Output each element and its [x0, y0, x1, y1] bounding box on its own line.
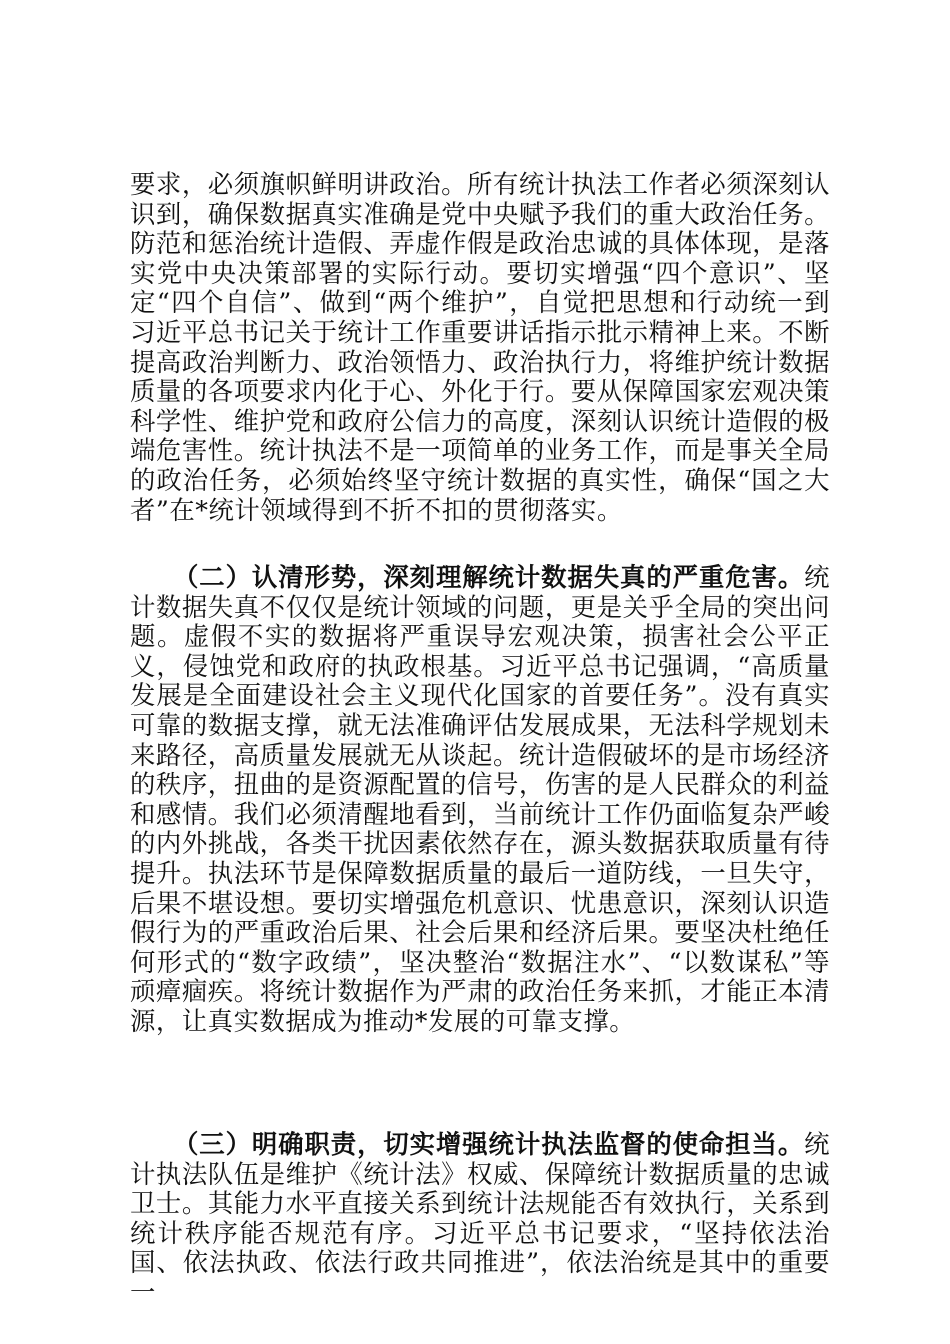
section-heading-2: （二）认清形势，深刻理解统计数据失真的严重危害。 — [173, 562, 805, 592]
paragraph-1 — [130, 170, 830, 525]
paragraph-3-body: 统计执法队伍是维护《统计法》权威、保障统计数据质量的忠诚卫士。其能力水平直接关系到统计法规能否有效执行，关系到统计秩序能否规范有序。习近平总书记要求，“坚持依法治国、依法执政、依法行政共同推进”，依法治统是其中的重要一 — [130, 1129, 830, 1307]
section-heading-3: （三）明确职责，切实增强统计执法监督的使命担当。 — [173, 1129, 805, 1159]
paragraph-3 — [130, 1130, 830, 1308]
paragraph-2-body: 统计数据失真不仅仅是统计领域的问题，更是关乎全局的突出问题。虚假不实的数据将严重误导宏观决策，损害社会公平正义，侵蚀党和政府的执政根基。习近平总书记强调，“高质量发展是全面建设社会主义现代化国家的首要任务”。没有真实可靠的数据支撑，就无法准确评估发展成果，无法科学规划未来路径，高质量发展就无从谈起。统计造假破坏的是市场经济的秩序，扭曲的是资源配置的信号，伤害的是人民群众的利益和感情。我们必须清醒地看到，当前统计工作仍面临复杂严峻的内外挑战，各类干扰因素依然存在，源头数据获取质量有待提升。执法环节是保障数据质量的最后一道防线，一旦失守，后果不堪设想。要切实增强危机意识、忧患意识，深刻认识造假行为的严重政治后果、社会后果和经济后果。要坚决杜绝任何形式的“数字政绩”，坚决整治“数据注水”、“以数谋私”等顽瘴痼疾。将统计数据作为严肃的政治任务来抓，才能正本清源，让真实数据成为推动*发展的可靠支撑。 — [130, 562, 830, 1036]
paragraph-2 — [130, 563, 830, 1037]
paragraph-1-body: 要求，必须旗帜鲜明讲政治。所有统计执法工作者必须深刻认识到，确保数据真实准确是党中央赋予我们的重大政治任务。防范和惩治统计造假、弄虚作假是政治忠诚的具体体现，是落实党中央决策部署的实际行动。要切实增强“四个意识”、坚定“四个自信”、做到“两个维护”，自觉把思想和行动统一到习近平总书记关于统计工作重要讲话指示批示精神上来。不断提高政治判断力、政治领悟力、政治执行力，将维护统计数据质量的各项要求内化于心、外化于行。要从保障国家宏观决策科学性、维护党和政府公信力的高度，深刻认识统计造假的极端危害性。统计执法不是一项简单的业务工作，而是事关全局的政治任务，必须始终坚守统计数据的真实性，确保“国之大者”在*统计领域得到不折不扣的贯彻落实。 — [130, 169, 830, 525]
